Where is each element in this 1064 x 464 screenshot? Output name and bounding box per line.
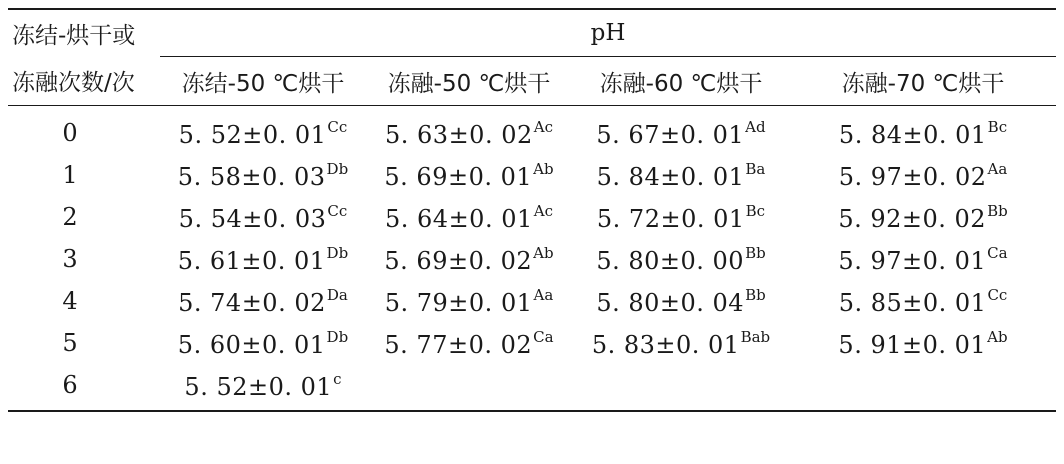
column-header: 冻结-50 ℃烘干 [160, 57, 366, 106]
significance-letters: Ab [533, 159, 554, 178]
value-cell [572, 238, 790, 280]
row-index-cell [8, 364, 160, 411]
table-row [8, 154, 1056, 196]
ph-value: 5. 77±0. 02 [384, 330, 533, 359]
group-header-ph: pH [160, 9, 1056, 57]
value-cell [572, 196, 790, 238]
ph-value: 5. 67±0. 01 [596, 120, 745, 149]
significance-letters: Cc [987, 285, 1008, 304]
significance-letters: Ad [745, 117, 766, 136]
table-row [8, 106, 1056, 155]
row-index: 4 [62, 287, 78, 315]
value-cell [366, 364, 572, 411]
significance-letters: Db [326, 243, 349, 262]
row-index-cell [8, 280, 160, 322]
significance-letters: Aa [533, 285, 554, 304]
significance-letters: Ac [533, 117, 553, 136]
row-index-cell [8, 238, 160, 280]
value-cell [366, 280, 572, 322]
value-cell [160, 154, 366, 196]
value-cell [160, 322, 366, 364]
row-index-cell [8, 322, 160, 364]
data-table-container [8, 8, 1056, 412]
ph-value: 5. 61±0. 01 [177, 246, 326, 275]
value-cell [366, 154, 572, 196]
value-cell [160, 196, 366, 238]
ph-value: 5. 64±0. 01 [385, 204, 533, 233]
ph-value: 5. 80±0. 04 [596, 288, 745, 317]
row-header-line2: 冻融次数/次 [8, 57, 160, 106]
table-row [8, 364, 1056, 411]
value-cell [366, 322, 572, 364]
table-row [8, 280, 1056, 322]
significance-letters: Cc [327, 117, 348, 136]
row-index: 2 [62, 203, 78, 231]
significance-letters: Ca [533, 327, 554, 346]
ph-value: 5. 84±0. 01 [838, 120, 987, 149]
value-cell [790, 238, 1056, 280]
row-index-cell [8, 154, 160, 196]
ph-data-table [8, 8, 1056, 412]
ph-value: 5. 58±0. 03 [177, 162, 326, 191]
row-index: 0 [62, 119, 78, 147]
value-cell [572, 280, 790, 322]
value-cell [160, 106, 366, 155]
ph-value: 5. 72±0. 01 [596, 204, 745, 233]
ph-value: 5. 84±0. 01 [596, 162, 745, 191]
row-index: 5 [62, 329, 78, 357]
ph-value: 5. 69±0. 01 [384, 162, 533, 191]
value-cell [572, 106, 790, 155]
value-cell [366, 238, 572, 280]
significance-letters: Ab [987, 327, 1008, 346]
ph-value: 5. 97±0. 01 [838, 246, 987, 275]
value-cell [790, 322, 1056, 364]
ph-value: 5. 83±0. 01 [591, 330, 740, 359]
value-cell [790, 280, 1056, 322]
ph-value: 5. 63±0. 02 [385, 120, 533, 149]
significance-letters: Bab [740, 327, 771, 346]
ph-value: 5. 80±0. 00 [596, 246, 745, 275]
value-cell [790, 196, 1056, 238]
ph-value: 5. 79±0. 01 [384, 288, 533, 317]
column-header: 冻融-70 ℃烘干 [790, 57, 1056, 106]
significance-letters: Bc [745, 201, 766, 220]
row-header-line1: 冻结-烘干或 [8, 9, 160, 57]
value-cell [572, 154, 790, 196]
ph-value: 5. 92±0. 02 [838, 204, 987, 233]
ph-value: 5. 91±0. 01 [838, 330, 987, 359]
ph-value: 5. 74±0. 02 [178, 288, 326, 317]
table-row [8, 322, 1056, 364]
significance-letters: Ab [533, 243, 554, 262]
significance-letters: Bb [745, 285, 766, 304]
column-header: 冻融-50 ℃烘干 [366, 57, 572, 106]
significance-letters: c [333, 369, 342, 388]
row-index: 1 [62, 161, 78, 189]
value-cell [790, 154, 1056, 196]
value-cell [160, 280, 366, 322]
significance-letters: Ac [533, 201, 553, 220]
significance-letters: Db [326, 327, 349, 346]
value-cell [572, 364, 790, 411]
ph-value: 5. 54±0. 03 [178, 204, 327, 233]
header-row-2 [8, 57, 1056, 106]
significance-letters: Ca [987, 243, 1008, 262]
table-row [8, 238, 1056, 280]
value-cell [790, 106, 1056, 155]
significance-letters: Bb [745, 243, 766, 262]
value-cell [790, 364, 1056, 411]
significance-letters: Cc [327, 201, 348, 220]
significance-letters: Ba [745, 159, 766, 178]
row-index-cell [8, 106, 160, 155]
significance-letters: Aa [987, 159, 1008, 178]
table-body [8, 106, 1056, 412]
ph-value: 5. 60±0. 01 [177, 330, 326, 359]
row-index: 3 [62, 245, 78, 273]
significance-letters: Bb [987, 201, 1008, 220]
value-cell [160, 364, 366, 411]
header-row-1 [8, 9, 1056, 57]
ph-value: 5. 97±0. 02 [838, 162, 987, 191]
value-cell [160, 238, 366, 280]
row-index-cell [8, 196, 160, 238]
value-cell [366, 106, 572, 155]
ph-value: 5. 52±0. 01 [178, 120, 327, 149]
significance-letters: Db [326, 159, 349, 178]
row-index: 6 [62, 371, 78, 399]
value-cell [572, 322, 790, 364]
value-cell [366, 196, 572, 238]
ph-value: 5. 85±0. 01 [838, 288, 987, 317]
column-header: 冻融-60 ℃烘干 [572, 57, 790, 106]
ph-value: 5. 52±0. 01 [184, 372, 333, 401]
ph-value: 5. 69±0. 02 [384, 246, 533, 275]
significance-letters: Da [326, 285, 348, 304]
table-row [8, 196, 1056, 238]
significance-letters: Bc [987, 117, 1008, 136]
